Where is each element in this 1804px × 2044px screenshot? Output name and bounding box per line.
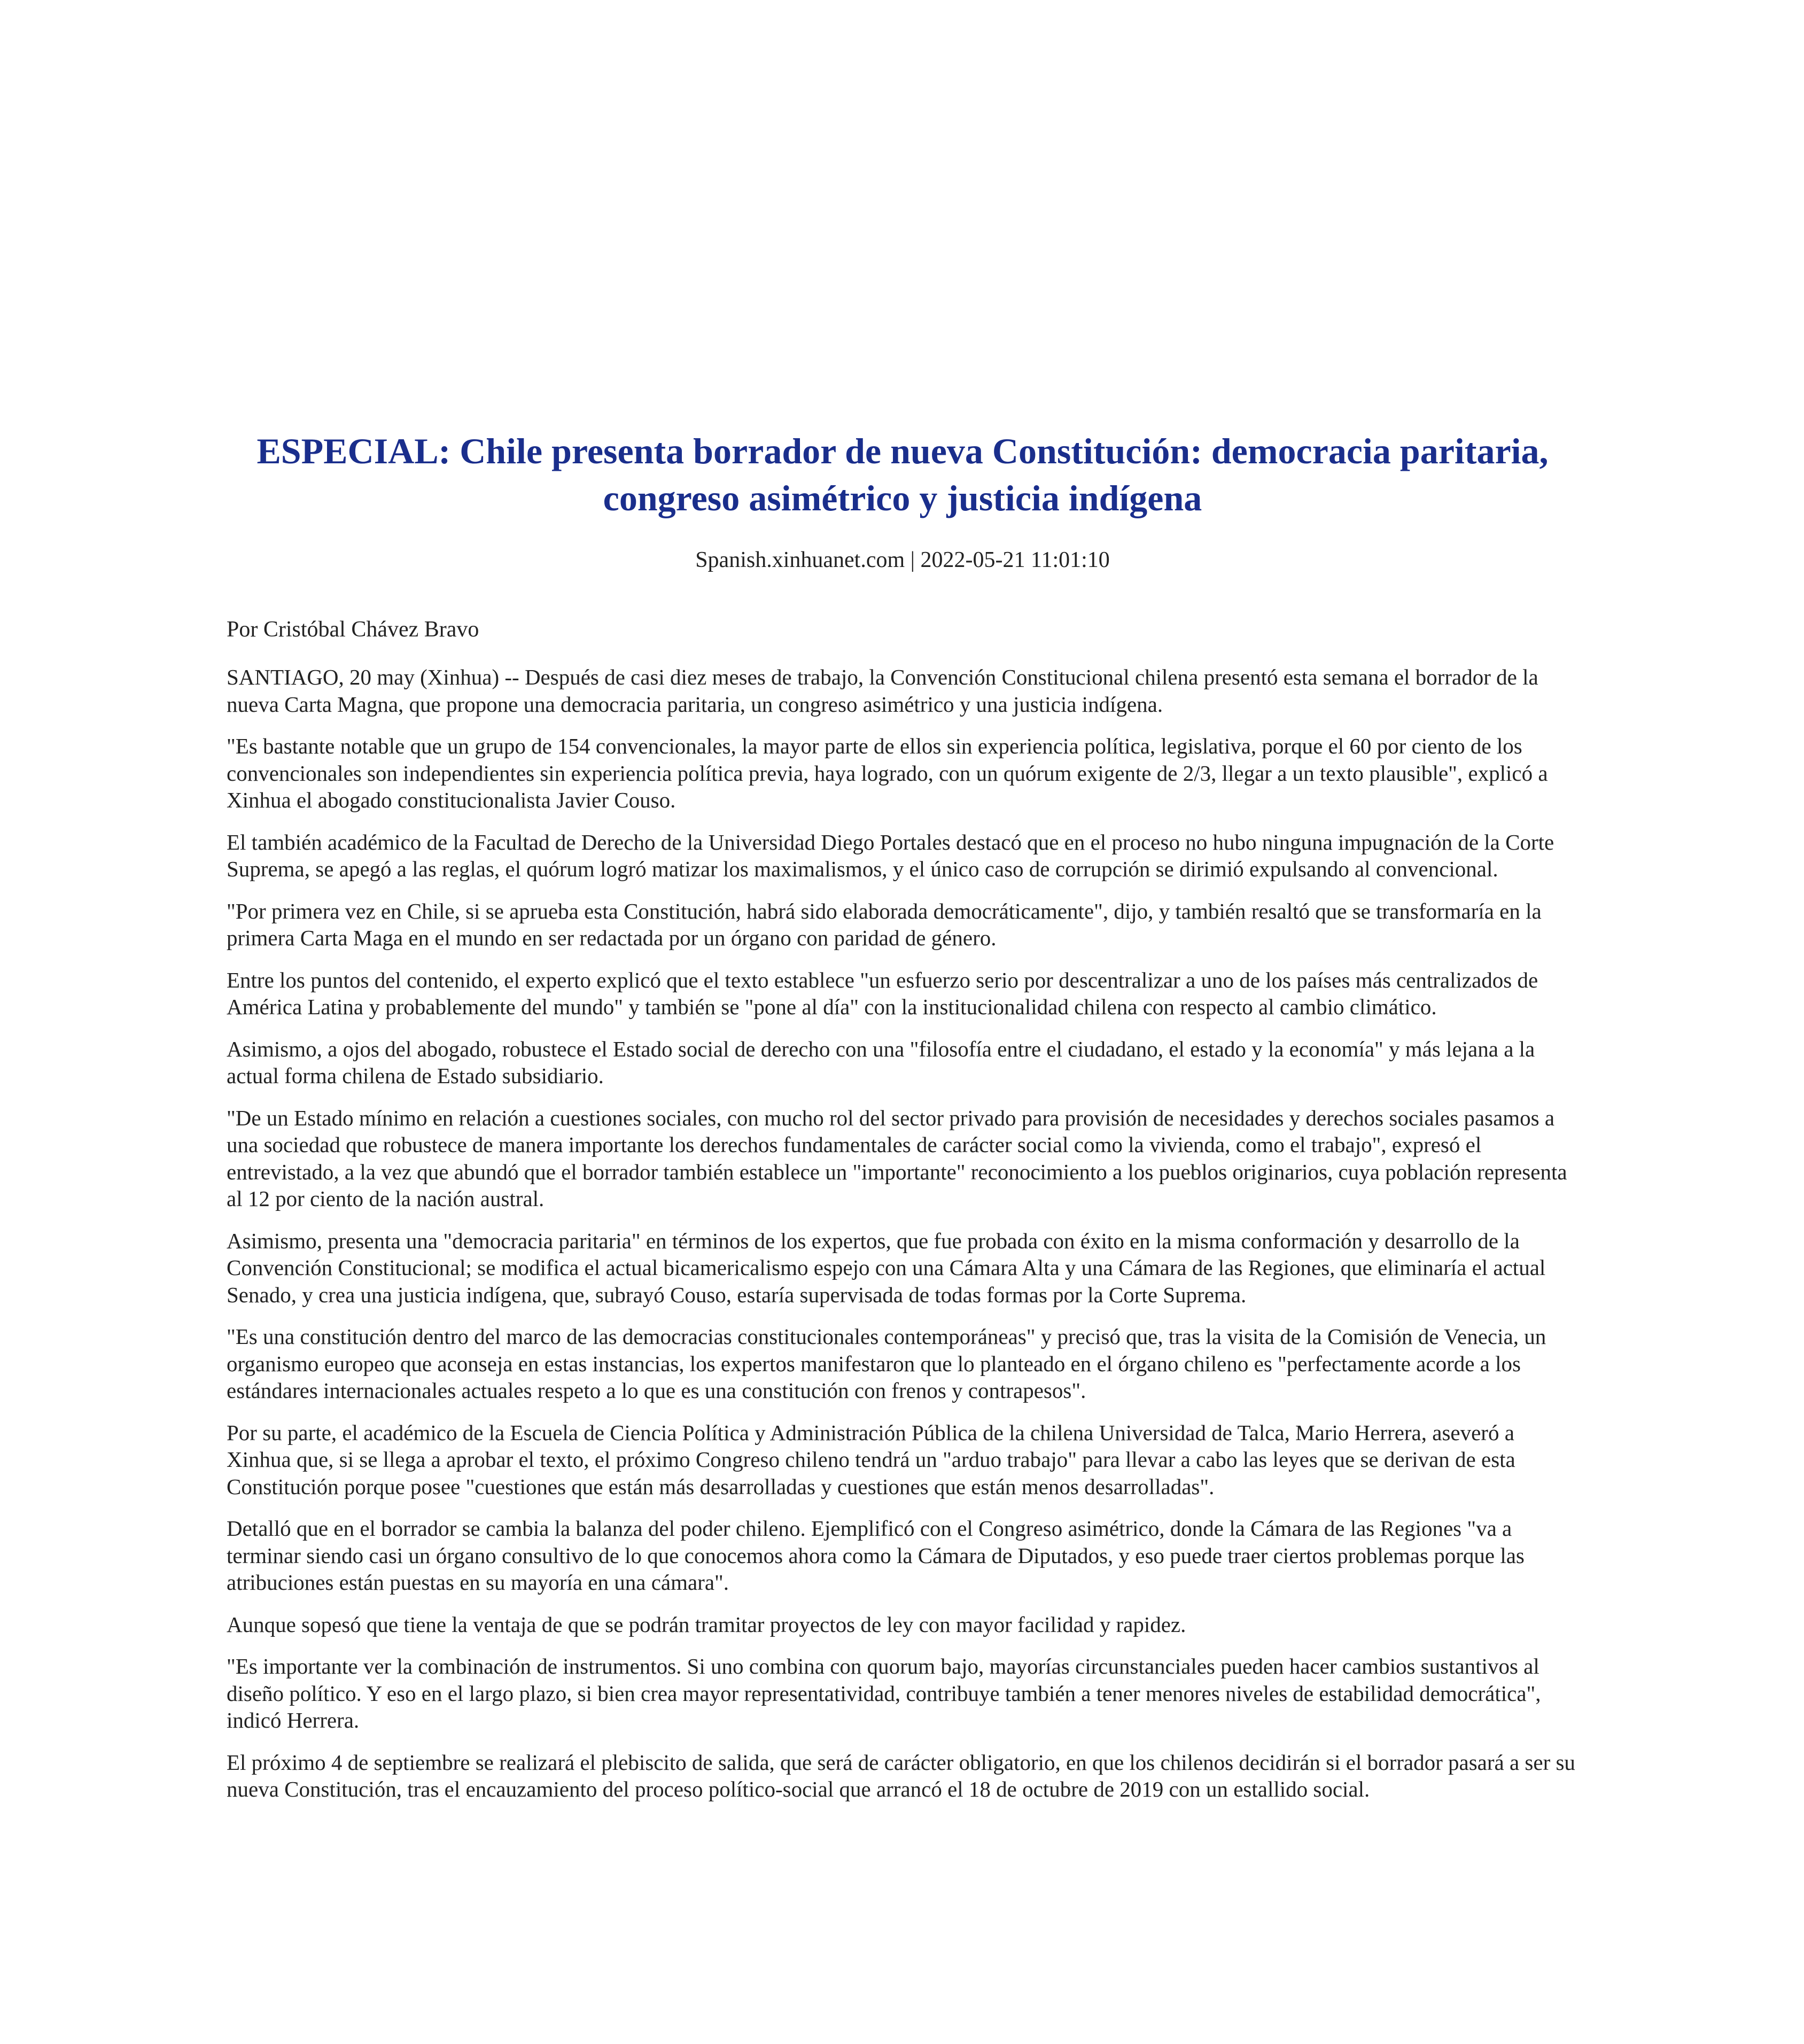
paragraph: Por su parte, el académico de la Escuela de Ciencia Política y Administración Pública de la chilena Universidad de Talca, Mario Herrera, aseveró a Xinhua que, si se llega a aprobar el texto, el próximo Congreso chileno tendrá un "arduo trabajo" para llevar a cabo las leyes que se derivan de esta Constitución porque posee "cuestiones que están más desarrolladas y cuestiones que están menos desarrolladas". xyxy=(227,1420,1515,1499)
paragraph: Aunque sopesó que tiene la ventaja de que se podrán tramitar proyectos de ley con mayor facilidad y rapidez. xyxy=(227,1612,1186,1637)
paragraph: Detalló que en el borrador se cambia la balanza del poder chileno. Ejemplificó con el Congreso asimétrico, donde la Cámara de las Regiones "va a terminar siendo casi un órgano consultivo de lo que conocemos ahora como la Cámara de Diputados, y eso puede traer ciertos problemas porque las atribuciones están puestas en su mayoría en una cámara". xyxy=(227,1516,1525,1595)
paragraph: SANTIAGO, 20 may (Xinhua) -- Después de casi diez meses de trabajo, la Convención Constitucional chilena presentó esta semana el borrador de la nueva Carta Magna, que propone una democracia paritaria, un congreso asimétrico y una justicia indígena. xyxy=(227,665,1538,717)
paragraph: "De un Estado mínimo en relación a cuestiones sociales, con mucho rol del sector privado para provisión de necesidades y derechos sociales pasamos a una sociedad que robustece de manera importante los derechos fundamentales de carácter social como la vivienda, como el trabajo", expresó el entrevistado, a la vez que abundó que el borrador también establece un "importante" reconocimiento a los pueblos originarios, cuya población representa al 12 por ciento de la nación austral. xyxy=(227,1105,1567,1211)
paragraph: El también académico de la Facultad de Derecho de la Universidad Diego Portales destacó que en el proceso no hubo ninguna impugnación de la Corte Suprema, se apegó a las reglas, el quórum logró matizar los maximalismos, y el único caso de corrupción se dirimió expulsando al convencional. xyxy=(227,829,1554,881)
source-dateline: Spanish.xinhuanet.com | 2022-05-21 11:01:10 xyxy=(695,548,1110,572)
paragraph: Asimismo, a ojos del abogado, robustece el Estado social de derecho con una "filosofía entre el ciudadano, el estado y la economía" y más lejana a la actual forma chilena de Estado subsidiario. xyxy=(227,1036,1535,1088)
paragraph: "Es importante ver la combinación de instrumentos. Si uno combina con quorum bajo, mayorías circunstanciales pueden hacer cambios sustantivos al diseño político. Y eso en el largo plazo, si bien crea mayor representatividad, contribuye también a tener menores niveles de estabilidad democrática", indicó Herrera. xyxy=(227,1654,1541,1732)
article xyxy=(227,428,1579,1803)
paragraph: El próximo 4 de septiembre se realizará el plebiscito de salida, que será de carácter obligatorio, en que los chilenos decidirán si el borrador pasará a ser su nueva Constitución, tras el encauzamiento del proceso político-social que arrancó el 18 de octubre de 2019 con un estallido social. xyxy=(227,1750,1575,1801)
paragraph: Entre los puntos del contenido, el experto explicó que el texto establece "un esfuerzo serio por descentralizar a uno de los países más centralizados de América Latina y probablemente del mundo" y también se "pone al día" con la institucionalidad chilena con respecto al cambio climático. xyxy=(227,967,1538,1019)
paragraph: Asimismo, presenta una "democracia paritaria" en términos de los expertos, que fue probada con éxito en la misma conformación y desarrollo de la Convención Constitucional; se modifica el actual bicamericalismo espejo con una Cámara Alta y una Cámara de las Regiones, que eliminaría el actual Senado, y crea una justicia indígena, que, subrayó Couso, estaría supervisada de todas formas por la Corte Suprema. xyxy=(227,1228,1546,1307)
article-title: ESPECIAL: Chile presenta borrador de nueva Constitución: democracia paritaria, congreso asimétrico y justicia indígena xyxy=(256,431,1549,518)
paragraph: "Es una constitución dentro del marco de las democracias constitucionales contemporáneas" y precisó que, tras la visita de la Comisión de Venecia, un organismo europeo que aconseja en estas instancias, los expertos manifestaron que lo planteado en el órgano chileno es "perfectamente acorde a los estándares internacionales actuales respeto a lo que es una constitución con frenos y contrapesos". xyxy=(227,1324,1546,1403)
article-body xyxy=(227,664,1579,1803)
byline: Por Cristóbal Chávez Bravo xyxy=(227,617,479,642)
paragraph: "Por primera vez en Chile, si se aprueba esta Constitución, habrá sido elaborada democráticamente", dijo, y también resaltó que se transformaría en la primera Carta Maga en el mundo en ser redactada por un órgano con paridad de género. xyxy=(227,898,1542,950)
paragraph: "Es bastante notable que un grupo de 154 convencionales, la mayor parte de ellos sin experiencia política, legislativa, porque el 60 por ciento de los convencionales son independientes sin experiencia política previa, haya logrado, con un quórum exigente de 2/3, llegar a un texto plausible", explicó a Xinhua el abogado constitucionalista Javier Couso. xyxy=(227,734,1548,812)
